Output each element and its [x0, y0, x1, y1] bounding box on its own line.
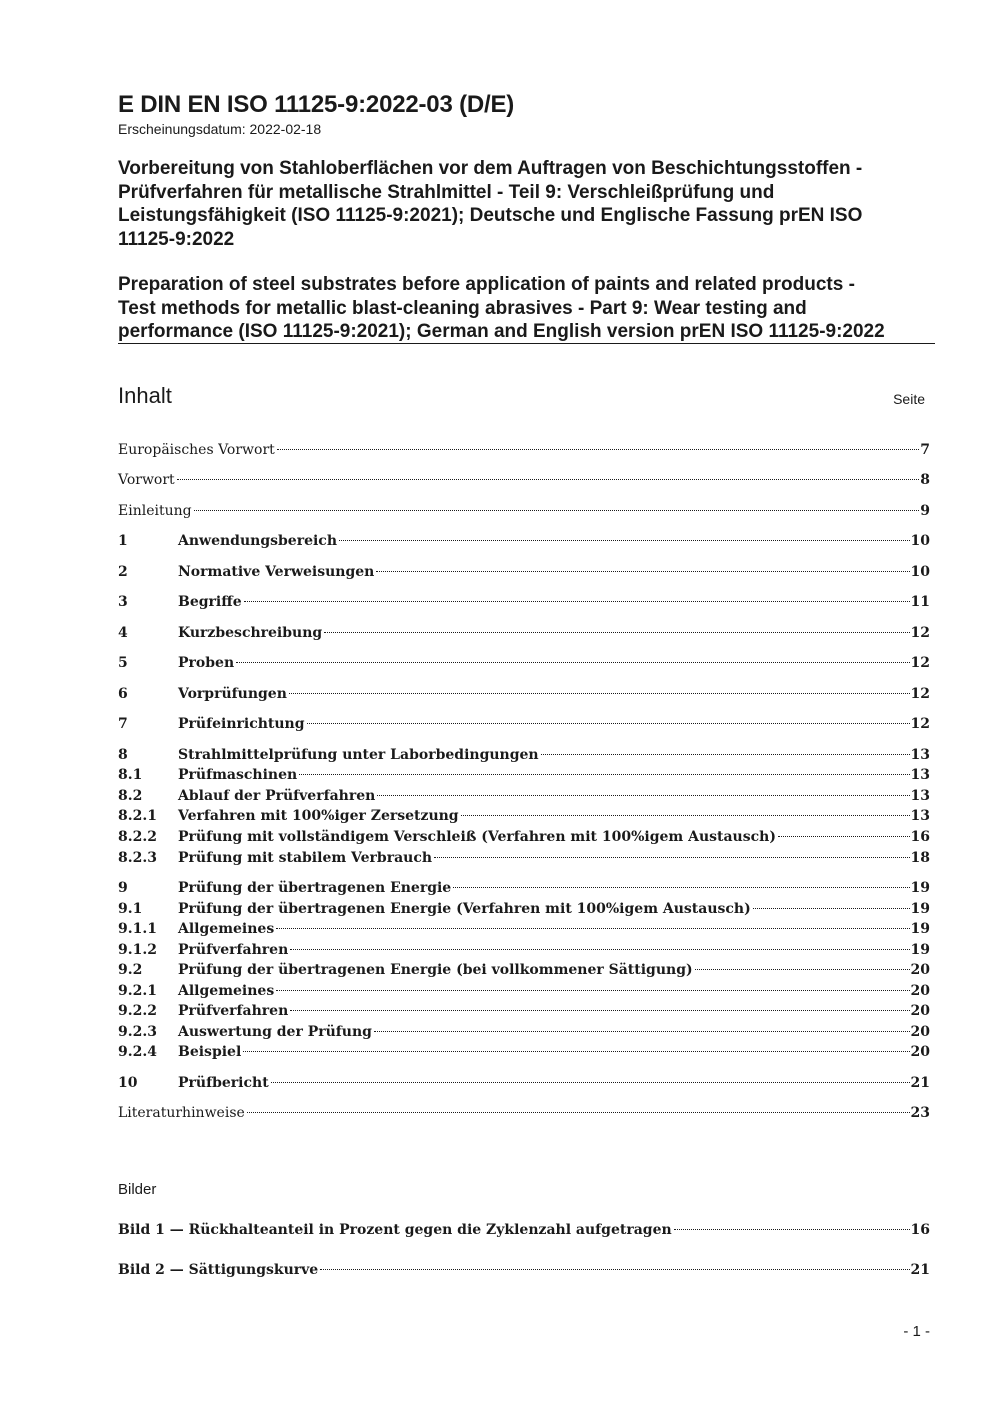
toc-entry-page: 23 — [910, 1105, 930, 1121]
toc-entry-label: Einleitung — [118, 503, 192, 519]
title-english-line: Preparation of steel substrates before application of paints and related products - — [118, 274, 855, 295]
toc-entry[interactable] — [118, 1042, 930, 1062]
toc-entry-page: 13 — [910, 788, 930, 804]
title-german — [118, 157, 938, 251]
toc-entry-number: 9.2.2 — [118, 1003, 157, 1019]
title-english-line: Test methods for metallic blast-cleaning abrasives - Part 9: Wear testing and — [118, 297, 807, 319]
toc-entry-label: Prüfung mit stabilem Verbrauch — [178, 850, 433, 866]
toc-heading: Inhalt — [118, 383, 172, 408]
toc-entry-page: 19 — [910, 901, 930, 917]
toc-entry-number: 10 — [118, 1075, 138, 1091]
document-number: E DIN EN ISO 11125-9:2022-03 (D/E) — [118, 91, 515, 118]
toc-dot-leader — [339, 540, 910, 541]
toc-dot-leader — [374, 1031, 910, 1032]
toc-dot-leader — [307, 723, 910, 724]
toc-dot-leader — [244, 601, 910, 602]
toc-entry-number: 8.2.2 — [118, 829, 157, 845]
toc-entry[interactable] — [118, 981, 930, 1001]
toc-entry-label: Verfahren mit 100%iger Zersetzung — [178, 808, 459, 824]
toc-entry-page: 20 — [910, 1024, 930, 1040]
toc-entry-number: 9 — [118, 880, 128, 896]
toc-dot-leader — [236, 662, 909, 663]
toc-dot-leader — [247, 1112, 910, 1113]
toc-dot-leader — [290, 1010, 909, 1011]
page-number: - 1 - — [903, 1323, 930, 1340]
toc-entry-page: 13 — [910, 767, 930, 783]
toc-entry[interactable] — [118, 745, 930, 765]
toc-entry-number: 3 — [118, 594, 128, 610]
toc-entry-number: 1 — [118, 533, 128, 549]
toc-entry-label: Allgemeines — [178, 921, 275, 937]
toc-entry-label: Begriffe — [178, 594, 242, 610]
toc-entry-label: Strahlmittelprüfung unter Laborbedingungen — [178, 747, 539, 763]
toc-dot-leader — [541, 754, 910, 755]
toc-entry-page: 12 — [910, 625, 930, 641]
toc-entry-number: 9.2.4 — [118, 1044, 157, 1060]
title-english-line: performance (ISO 11125-9:2021); German and English version prEN ISO 11125-9:2022 — [118, 321, 885, 342]
toc-dot-leader — [277, 449, 919, 450]
toc-entry[interactable] — [118, 531, 930, 551]
toc-entry[interactable] — [118, 684, 930, 704]
toc-entry-page: 13 — [910, 747, 930, 763]
toc-entry[interactable] — [118, 1001, 930, 1021]
toc-entry-number: 4 — [118, 625, 128, 641]
issue-date: Erscheinungsdatum: 2022-02-18 — [118, 121, 322, 137]
title-german-line: Vorbereitung von Stahloberflächen vor dem Auftragen von Beschichtungsstoffen - — [118, 158, 863, 179]
toc-entry-page: 20 — [910, 962, 930, 978]
figure-entry[interactable] — [118, 1260, 930, 1280]
toc-entry-label: Prüfmaschinen — [178, 767, 298, 783]
toc-dot-leader — [377, 795, 909, 796]
toc-dot-leader — [434, 857, 909, 858]
toc-entry-number: 6 — [118, 686, 128, 702]
toc-entry-number: 9.2 — [118, 962, 143, 978]
figure-entry[interactable] — [118, 1220, 930, 1240]
toc-entry-label: Prüfbericht — [178, 1075, 269, 1091]
toc-entry-label: Prüfung der übertragenen Energie (bei vollkommener Sättigung) — [178, 962, 693, 978]
page-column-label: Seite — [893, 391, 925, 407]
toc-entry-label: Bild 2 — Sättigungskurve — [118, 1262, 319, 1278]
toc-dot-leader — [276, 990, 909, 991]
toc-entry-number: 7 — [118, 716, 128, 732]
title-english — [118, 273, 938, 344]
toc-entry-page: 16 — [910, 1222, 930, 1238]
toc-dot-leader — [177, 479, 920, 480]
toc-dot-leader — [753, 908, 910, 909]
toc-entry-label: Vorwort — [118, 472, 175, 488]
toc-dot-leader — [461, 815, 910, 816]
toc-entry-page: 16 — [910, 829, 930, 845]
toc-entry[interactable] — [118, 623, 930, 643]
toc-entry-number: 9.2.3 — [118, 1024, 157, 1040]
toc-entry-page: 21 — [910, 1075, 930, 1091]
toc-entry-label: Kurzbeschreibung — [178, 625, 323, 641]
toc-entry-page: 9 — [920, 503, 930, 519]
toc-entry[interactable] — [118, 765, 930, 785]
title-german-line: Leistungsfähigkeit (ISO 11125-9:2021); Deutsche und Englische Fassung prEN ISO — [118, 205, 863, 226]
toc-entry-number: 5 — [118, 655, 128, 671]
toc-entry-page: 12 — [910, 686, 930, 702]
toc-entry[interactable] — [118, 827, 930, 847]
toc-dot-leader — [289, 693, 910, 694]
toc-dot-leader — [299, 774, 909, 775]
toc-entry-number: 9.1 — [118, 901, 143, 917]
toc-entry-label: Auswertung der Prüfung — [178, 1024, 372, 1040]
toc-dot-leader — [194, 510, 920, 511]
toc-dot-leader — [376, 571, 909, 572]
toc-dot-leader — [674, 1229, 910, 1230]
toc-entry-label: Proben — [178, 655, 235, 671]
title-german-line: Prüfverfahren für metallische Strahlmittel - Teil 9: Verschleißprüfung und — [118, 181, 775, 203]
toc-entry-page: 19 — [910, 942, 930, 958]
toc-entry-page: 11 — [910, 594, 930, 610]
toc-entry-number: 9.1.2 — [118, 942, 157, 958]
toc-entry-number: 9.1.1 — [118, 921, 157, 937]
toc-entry-label: Normative Verweisungen — [178, 564, 375, 580]
title-german-line: 11125-9:2022 — [118, 228, 235, 250]
toc-entry-page: 7 — [920, 442, 930, 458]
toc-entry-page: 12 — [910, 716, 930, 732]
title-underline-divider — [118, 343, 935, 344]
toc-entry[interactable] — [118, 899, 930, 919]
toc-entry-label: Prüfung der übertragenen Energie (Verfahren mit 100%igem Austausch) — [178, 901, 751, 917]
toc-entry[interactable] — [118, 714, 930, 734]
toc-dot-leader — [320, 1269, 909, 1270]
toc-entry[interactable] — [118, 848, 930, 868]
toc-entry[interactable] — [118, 562, 930, 582]
toc-entry-page: 19 — [910, 880, 930, 896]
toc-entry[interactable] — [118, 806, 930, 826]
toc-entry-page: 20 — [910, 983, 930, 999]
toc-entry-page: 10 — [910, 533, 930, 549]
toc-dot-leader — [324, 632, 909, 633]
toc-entry-number: 8.1 — [118, 767, 143, 783]
toc-entry[interactable] — [118, 440, 930, 460]
toc-entry-number: 8.2.1 — [118, 808, 157, 824]
toc-entry-label: Prüfung der übertragenen Energie — [178, 880, 452, 896]
toc-entry-label: Europäisches Vorwort — [118, 442, 275, 458]
toc-dot-leader — [778, 836, 910, 837]
toc-entry[interactable] — [118, 653, 930, 673]
toc-entry[interactable] — [118, 786, 930, 806]
toc-entry-label: Beispiel — [178, 1044, 242, 1060]
toc-entry[interactable] — [118, 501, 930, 521]
toc-entry-number: 9.2.1 — [118, 983, 157, 999]
toc-dot-leader — [695, 969, 910, 970]
toc-entry-page: 8 — [920, 472, 930, 488]
toc-entry-label: Prüfeinrichtung — [178, 716, 305, 732]
toc-entry-label: Literaturhinweise — [118, 1105, 245, 1121]
toc-entry-number: 2 — [118, 564, 128, 580]
toc-entry-label: Anwendungsbereich — [178, 533, 337, 549]
toc-entry-page: 13 — [910, 808, 930, 824]
toc-entry[interactable] — [118, 470, 930, 490]
toc-entry-page: 12 — [910, 655, 930, 671]
toc-entry-number: 8 — [118, 747, 128, 763]
toc-entry[interactable] — [118, 1022, 930, 1042]
toc-entry-label: Allgemeines — [178, 983, 275, 999]
toc-entry-number: 8.2 — [118, 788, 143, 804]
toc-entry-number: 8.2.3 — [118, 850, 157, 866]
toc-entry-label: Vorprüfungen — [178, 686, 287, 702]
toc-entry-page: 20 — [910, 1003, 930, 1019]
figures-heading: Bilder — [118, 1181, 157, 1198]
toc-entry[interactable] — [118, 592, 930, 612]
toc-entry[interactable] — [118, 960, 930, 980]
toc-dot-leader — [243, 1051, 909, 1052]
toc-entry-label: Prüfung mit vollständigem Verschleiß (Verfahren mit 100%igem Austausch) — [178, 829, 776, 845]
toc-entry[interactable] — [118, 1073, 930, 1093]
toc-entry-label: Bild 1 — Rückhalteanteil in Prozent gegen die Zyklenzahl aufgetragen — [118, 1222, 672, 1238]
toc-entry-page: 18 — [910, 850, 930, 866]
toc-entry-page: 20 — [910, 1044, 930, 1060]
toc-entry[interactable] — [118, 940, 930, 960]
toc-entry-label: Prüfverfahren — [178, 942, 289, 958]
toc-entry-page: 10 — [910, 564, 930, 580]
toc-dot-leader — [453, 887, 909, 888]
toc-dot-leader — [271, 1082, 910, 1083]
toc-entry[interactable] — [118, 919, 930, 939]
toc-entry[interactable] — [118, 1103, 930, 1123]
toc-entry-page: 19 — [910, 921, 930, 937]
toc-entry[interactable] — [118, 878, 930, 898]
toc-dot-leader — [290, 949, 909, 950]
toc-entry-label: Prüfverfahren — [178, 1003, 289, 1019]
toc-entry-label: Ablauf der Prüfverfahren — [178, 788, 376, 804]
toc-dot-leader — [276, 928, 909, 929]
toc-entry-page: 21 — [910, 1262, 930, 1278]
